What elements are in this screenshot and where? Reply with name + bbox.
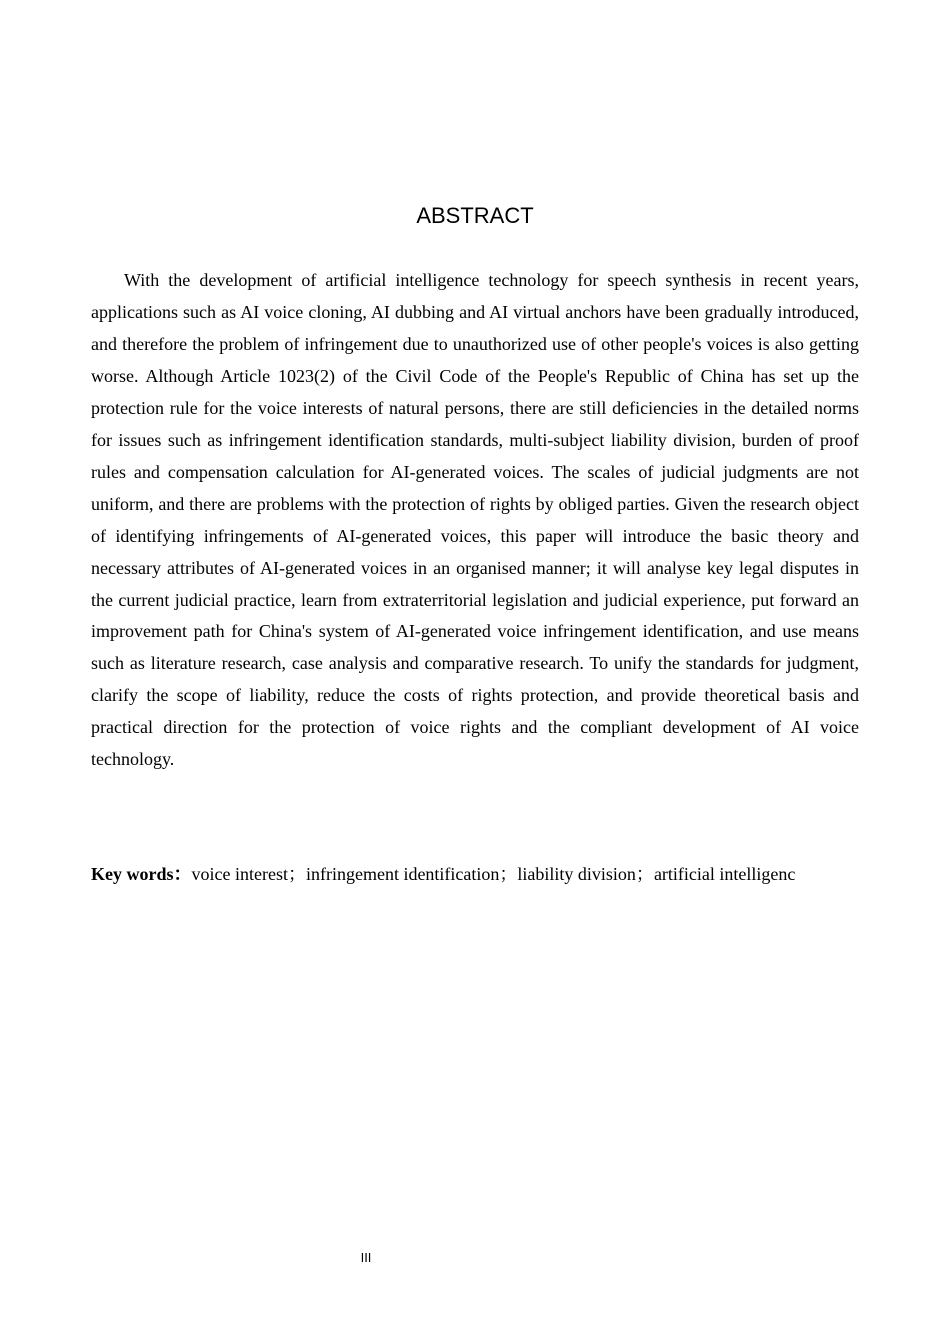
keywords-label: Key words： bbox=[91, 864, 192, 884]
keyword-item: artificial intelligenc bbox=[653, 864, 796, 884]
keyword-item: infringement identification； bbox=[305, 864, 518, 884]
page-number: III bbox=[360, 1250, 372, 1265]
abstract-title: ABSTRACT bbox=[416, 203, 534, 228]
keyword-item: voice interest； bbox=[191, 864, 306, 884]
keywords-line bbox=[91, 860, 891, 888]
abstract-paragraph: With the development of artificial intelligence technology for speech synthesis in recent years, applications such as AI voice cloning, AI dubbing and AI virtual anchors have been gradually introduced, and therefore the problem of infringement due to unauthorized use of other people's voices is also getting worse. Although Article 1023(2) of the Civil Code of the People's Republic of China has set up the protection rule for the voice interests of natural persons, there are still deficiencies in the detailed norms for issues such as infringement identification standards, multi-subject liability division, burden of proof rules and compensation calculation for AI-generated voices. The scales of judicial judgments are not uniform, and there are problems with the protection of rights by obliged parties. Given the research object of identifying infringements of AI-generated voices, this paper will introduce the basic theory and necessary attributes of AI-generated voices in an organised manner; it will analyse key legal disputes in the current judicial practice, learn from extraterritorial legislation and judicial experience, put forward an improvement path for China's system of AI-generated voice infringement identification, and use means such as literature research, case analysis and comparative research. To unify the standards for judgment, clarify the scope of liability, reduce the costs of rights protection, and provide theoretical basis and practical direction for the protection of voice rights and the compliant development of AI voice technology. bbox=[91, 270, 859, 770]
keyword-item: liability division； bbox=[517, 864, 654, 884]
